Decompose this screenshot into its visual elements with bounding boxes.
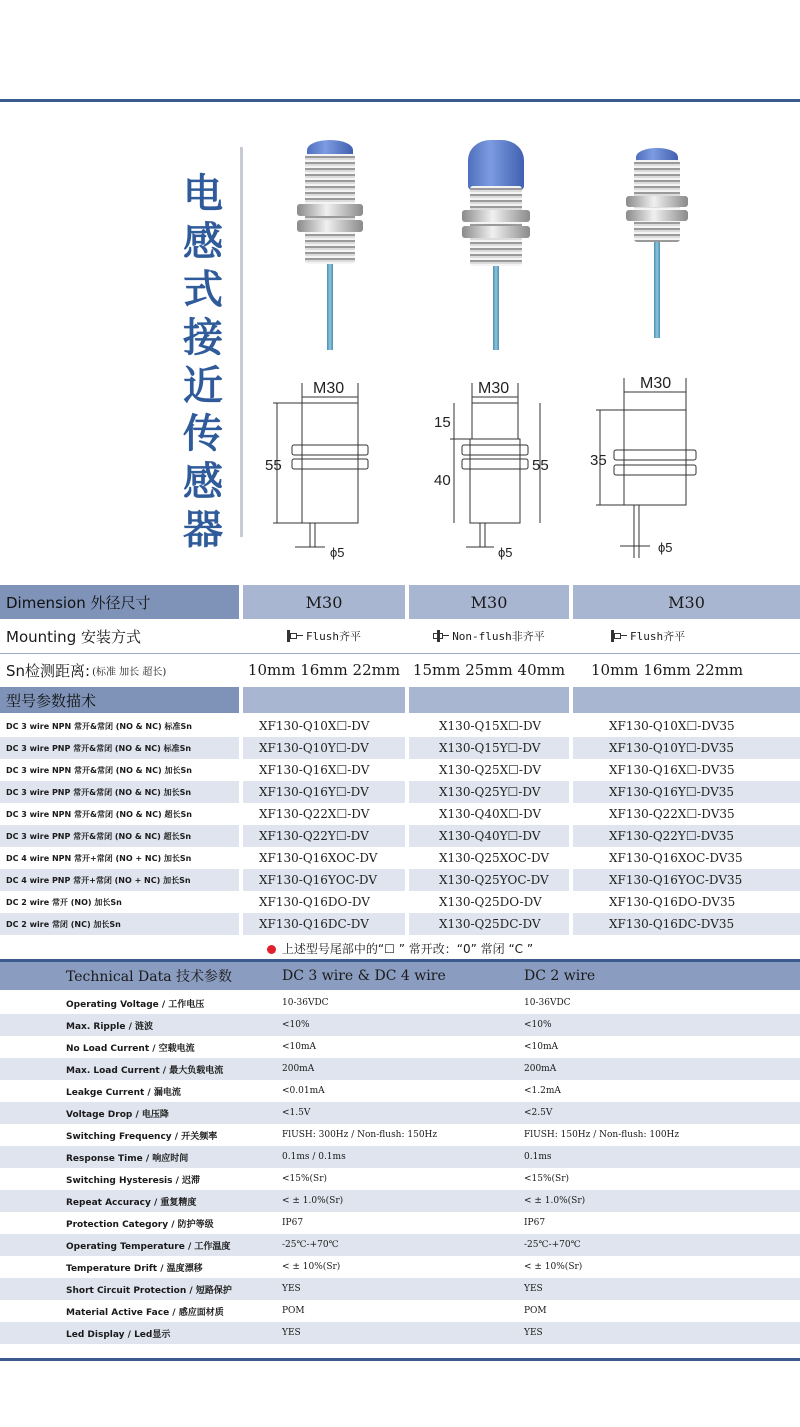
model-code-2: X130-Q25Y☐-DV xyxy=(409,781,569,803)
sn-value-2: 15mm 25mm 40mm xyxy=(412,661,566,679)
tech-label: Material Active Face / 感应面材质 xyxy=(66,1307,224,1318)
model-code-1: XF130-Q16Y☐-DV xyxy=(243,781,405,803)
model-code-1: XF130-Q16DC-DV xyxy=(243,913,405,935)
tech-value-1: <1.5V xyxy=(282,1108,311,1118)
model-code-2: X130-Q15Y☐-DV xyxy=(409,737,569,759)
tech-label: No Load Current / 空载电流 xyxy=(66,1043,195,1054)
tech-label: Max. Load Current / 最大负载电流 xyxy=(66,1065,224,1076)
table-row xyxy=(0,1146,800,1168)
dimension-1-size: M30 xyxy=(313,380,345,397)
tech-value-1: <10% xyxy=(282,1020,310,1030)
tech-label: Voltage Drop / 电压降 xyxy=(66,1109,169,1120)
model-code-1: XF130-Q10X☐-DV xyxy=(243,715,405,737)
model-row-label: DC 3 wire NPN 常开&常闭 (NO & NC) 超长Sn xyxy=(0,803,239,825)
model-header-row xyxy=(0,687,800,713)
tech-value-1: POM xyxy=(282,1306,305,1316)
tech-value-2: <2.5V xyxy=(524,1108,553,1118)
dimension-1-length: 55 xyxy=(265,457,282,474)
model-code-3: XF130-Q16XOC-DV35 xyxy=(573,847,800,869)
bottom-rule xyxy=(0,1358,800,1361)
table-row xyxy=(0,737,800,759)
table-row xyxy=(0,825,800,847)
model-header-blank-3 xyxy=(573,687,800,713)
dimension-drawing-2 xyxy=(432,375,552,565)
tech-value-2: <1.2mA xyxy=(524,1086,561,1096)
sensor-photo-nonflush xyxy=(458,140,533,350)
tech-label: Max. Ripple / 涟波 xyxy=(66,1021,154,1032)
tech-label: Repeat Accuracy / 重复精度 xyxy=(66,1197,197,1208)
dimension-value-1: M30 xyxy=(243,585,405,619)
mounting-value-3: Flush齐平 xyxy=(573,621,800,651)
tech-label: Operating Temperature / 工作温度 xyxy=(66,1241,231,1252)
sn-row xyxy=(0,653,800,686)
tech-label: Led Display / Led显示 xyxy=(66,1329,171,1340)
table-row xyxy=(0,1190,800,1212)
dimension-row xyxy=(0,585,800,619)
dimension-2-length: 55 xyxy=(532,457,549,474)
model-code-3: XF130-Q10X☐-DV35 xyxy=(573,715,800,737)
model-row-label: DC 2 wire 常开 (NO) 加长Sn xyxy=(0,891,239,913)
tech-label: Temperature Drift / 温度漂移 xyxy=(66,1263,203,1274)
tech-label: Leakge Current / 漏电流 xyxy=(66,1087,181,1098)
tech-value-1: -25℃-+70℃ xyxy=(282,1240,339,1250)
model-code-2: X130-Q25X☐-DV xyxy=(409,759,569,781)
tech-value-2: 10-36VDC xyxy=(524,998,571,1008)
tech-value-1: <0.01mA xyxy=(282,1086,325,1096)
tech-value-1: < ± 1.0%(Sr) xyxy=(282,1196,344,1206)
table-row xyxy=(0,1014,800,1036)
model-header: 型号参数描术 xyxy=(0,687,239,713)
model-code-1: XF130-Q22Y☐-DV xyxy=(243,825,405,847)
model-code-1: XF130-Q16YOC-DV xyxy=(243,869,405,891)
model-code-2: X130-Q15X☐-DV xyxy=(409,715,569,737)
dimension-label: Dimension 外径尺寸 xyxy=(0,585,239,619)
tech-value-2: YES xyxy=(524,1328,543,1338)
model-code-2: X130-Q25YOC-DV xyxy=(409,869,569,891)
table-row xyxy=(0,1300,800,1322)
dimension-3-length: 35 xyxy=(590,452,607,469)
table-row xyxy=(0,1278,800,1300)
model-header-blank-1 xyxy=(243,687,405,713)
model-row-label: DC 4 wire PNP 常开+常闭 (NO + NC) 加长Sn xyxy=(0,869,239,891)
tech-label: Switching Frequency / 开关频率 xyxy=(66,1131,218,1142)
tech-value-2: POM xyxy=(524,1306,547,1316)
dimension-2-diameter: ϕ5 xyxy=(498,545,513,560)
technical-data-header xyxy=(0,962,800,990)
model-row-label: DC 3 wire PNP 常开&常闭 (NO & NC) 超长Sn xyxy=(0,825,239,847)
model-code-3: XF130-Q16Y☐-DV35 xyxy=(573,781,800,803)
model-code-2: X130-Q40Y☐-DV xyxy=(409,825,569,847)
model-code-2: X130-Q25DC-DV xyxy=(409,913,569,935)
tech-value-2: IP67 xyxy=(524,1218,546,1228)
dimension-1-diameter: ϕ5 xyxy=(330,545,345,560)
tech-value-2: 0.1ms xyxy=(524,1152,552,1162)
table-row xyxy=(0,781,800,803)
model-code-2: X130-Q25XOC-DV xyxy=(409,847,569,869)
tech-value-1: 0.1ms / 0.1ms xyxy=(282,1152,346,1162)
tech-value-2: YES xyxy=(524,1284,543,1294)
table-row xyxy=(0,1256,800,1278)
tech-label: Short Circuit Protection / 短路保护 xyxy=(66,1285,232,1296)
tech-value-2: <10mA xyxy=(524,1042,559,1052)
table-row xyxy=(0,715,800,737)
tech-value-1: 200mA xyxy=(282,1064,315,1074)
dimension-drawing-1 xyxy=(265,375,375,565)
model-code-1: XF130-Q10Y☐-DV xyxy=(243,737,405,759)
mounting-row xyxy=(0,621,800,651)
tech-value-2: -25℃-+70℃ xyxy=(524,1240,581,1250)
dimension-value-2: M30 xyxy=(409,585,569,619)
tech-label: Response Time / 响应时间 xyxy=(66,1153,189,1164)
top-rule xyxy=(0,99,800,102)
model-code-3: XF130-Q16X☐-DV35 xyxy=(573,759,800,781)
table-row xyxy=(0,803,800,825)
dimension-drawing-3 xyxy=(590,370,705,560)
table-row xyxy=(0,1102,800,1124)
bullet-dot-icon xyxy=(267,945,276,954)
dimension-3-size: M30 xyxy=(640,375,672,392)
model-code-3: XF130-Q16DC-DV35 xyxy=(573,913,800,935)
sensor-photo-flush-2 xyxy=(622,148,692,338)
page-title: 电感式接近传感器 xyxy=(183,171,223,553)
tech-value-2: < ± 10%(Sr) xyxy=(524,1262,583,1272)
tech-value-1: <10mA xyxy=(282,1042,317,1052)
tech-value-1: YES xyxy=(282,1328,301,1338)
model-code-1: XF130-Q22X☐-DV xyxy=(243,803,405,825)
model-code-2: X130-Q40X☐-DV xyxy=(409,803,569,825)
dimension-2-size: M30 xyxy=(478,380,510,397)
table-row xyxy=(0,1234,800,1256)
nonflush-mount-icon xyxy=(433,630,449,642)
tech-value-2: FlUSH: 150Hz / Non-flush: 100Hz xyxy=(524,1130,680,1140)
model-code-3: XF130-Q22X☐-DV35 xyxy=(573,803,800,825)
table-row xyxy=(0,992,800,1014)
tech-value-1: YES xyxy=(282,1284,301,1294)
model-code-3: XF130-Q16YOC-DV35 xyxy=(573,869,800,891)
model-row-label: DC 2 wire 常闭 (NC) 加长Sn xyxy=(0,913,239,935)
model-row-label: DC 3 wire PNP 常开&常闭 (NO & NC) 标准Sn xyxy=(0,737,239,759)
dimension-value-3: M30 xyxy=(573,585,800,619)
suffix-note: 上述型号尾部中的“☐ ” 常开改：“0” 常闭 “C ” xyxy=(0,940,800,957)
model-code-1: XF130-Q16X☐-DV xyxy=(243,759,405,781)
table-row xyxy=(0,1080,800,1102)
tech-value-1: 10-36VDC xyxy=(282,998,329,1008)
tech-value-2: < ± 1.0%(Sr) xyxy=(524,1196,586,1206)
dimension-2-top: 15 xyxy=(434,414,451,431)
title-divider xyxy=(240,147,243,537)
tech-value-1: <15%(Sr) xyxy=(282,1174,328,1184)
model-row-label: DC 3 wire NPN 常开&常闭 (NO & NC) 标准Sn xyxy=(0,715,239,737)
tech-value-2: <10% xyxy=(524,1020,552,1030)
sn-label: Sn检测距离: (标准 加长 超长) xyxy=(6,661,167,680)
tech-value-1: FlUSH: 300Hz / Non-flush: 150Hz xyxy=(282,1130,438,1140)
model-code-1: XF130-Q16DO-DV xyxy=(243,891,405,913)
table-row xyxy=(0,1322,800,1344)
table-row xyxy=(0,1124,800,1146)
table-row xyxy=(0,1036,800,1058)
sn-value-1: 10mm 16mm 22mm xyxy=(247,661,401,679)
technical-data-col1: DC 3 wire & DC 4 wire xyxy=(282,968,446,984)
tech-value-1: < ± 10%(Sr) xyxy=(282,1262,341,1272)
table-row xyxy=(0,759,800,781)
model-row-label: DC 4 wire NPN 常开+常闭 (NO + NC) 加长Sn xyxy=(0,847,239,869)
tech-label: Operating Voltage / 工作电压 xyxy=(66,999,205,1010)
mounting-label: Mounting 安装方式 xyxy=(6,627,141,646)
model-row-label: DC 3 wire NPN 常开&常闭 (NO & NC) 加长Sn xyxy=(0,759,239,781)
technical-data-col2: DC 2 wire xyxy=(524,968,596,984)
model-code-3: XF130-Q10Y☐-DV35 xyxy=(573,737,800,759)
table-row xyxy=(0,1212,800,1234)
table-row xyxy=(0,913,800,935)
sensor-photo-flush-1 xyxy=(295,140,365,350)
tech-value-1: IP67 xyxy=(282,1218,304,1228)
technical-data-title: Technical Data 技术参数 xyxy=(66,969,232,985)
table-row xyxy=(0,847,800,869)
model-code-2: X130-Q25DO-DV xyxy=(409,891,569,913)
model-code-1: XF130-Q16XOC-DV xyxy=(243,847,405,869)
sn-value-3: 10mm 16mm 22mm xyxy=(591,661,744,679)
table-row xyxy=(0,869,800,891)
dimension-2-bottom: 40 xyxy=(434,472,451,489)
tech-value-2: <15%(Sr) xyxy=(524,1174,570,1184)
tech-label: Switching Hysteresis / 迟滞 xyxy=(66,1175,201,1186)
dimension-3-diameter: ϕ5 xyxy=(658,540,673,555)
model-row-label: DC 3 wire PNP 常开&常闭 (NO & NC) 加长Sn xyxy=(0,781,239,803)
model-code-3: XF130-Q16DO-DV35 xyxy=(573,891,800,913)
model-code-3: XF130-Q22Y☐-DV35 xyxy=(573,825,800,847)
table-row xyxy=(0,891,800,913)
flush-mount-icon xyxy=(611,630,627,642)
mounting-value-2: Non-flush非齐平 xyxy=(409,621,569,651)
tech-value-2: 200mA xyxy=(524,1064,557,1074)
table-row xyxy=(0,1058,800,1080)
flush-mount-icon xyxy=(287,630,303,642)
mounting-value-1: Flush齐平 xyxy=(243,621,405,651)
tech-label: Protection Category / 防护等级 xyxy=(66,1219,214,1230)
table-row xyxy=(0,1168,800,1190)
model-header-blank-2 xyxy=(409,687,569,713)
